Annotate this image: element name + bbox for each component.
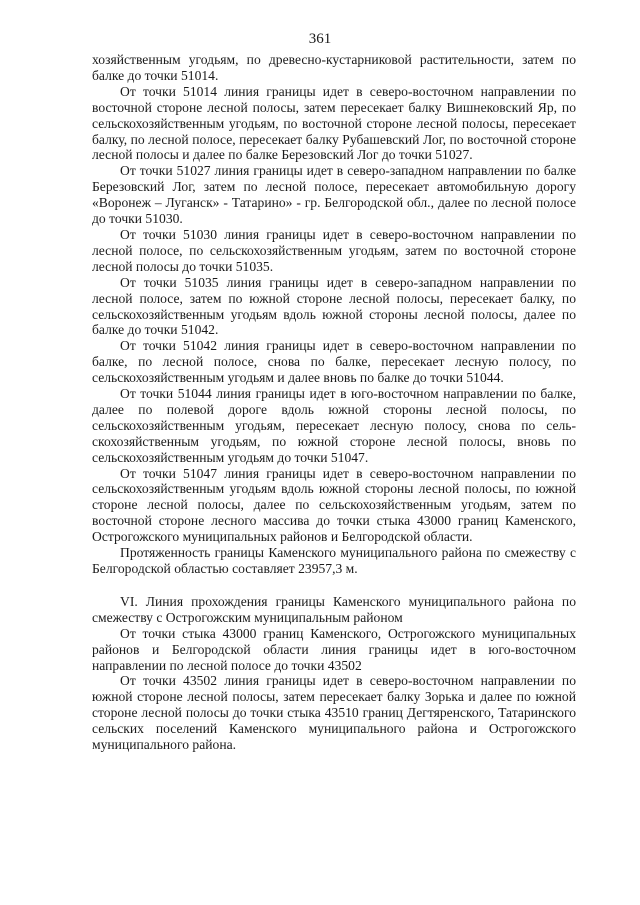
document-body [92,52,576,753]
section-heading: VI. Линия прохождения границы Каменского муниципального района по смежеству с Острогожским муниципальным районом [92,593,576,625]
page-number: 361 [308,31,332,47]
paragraph-boundary-length: Протяженность границы Каменского муниципального района по смежеству с Белгородской областью составляет 23957,3 м. [92,545,576,576]
section-paragraph-point-43502: От точки 43502 линия границы идет в северо-восточном направлении по южной стороне лесной полосы, затем пересекает балку Зорька и далее по южной стороне лесной полосы до точки стыка 43510 границ Дегтяренского, Татаринского сельских поселений Каменского муниципального района и Острогожского муниципального района. [92,673,576,753]
paragraph-point-51014: От точки 51014 линия границы идет в северо-восточном направлении по восточной стороне лесной полосы, затем пересекает балку Вишнековский Яр, по сельскохозяйственным угодьям, по восточной стороне лесной полосы, пересекает балку, по лесной полосе, пересекает балку Рубашевский Лог, по восточной стороне лесной полосы и далее по балке Березовский Лог до точки 51027. [92,83,576,163]
section-paragraph-point-43000: От точки стыка 43000 границ Каменского, Острогожского муниципальных районов и Белгородской области линия границы идет в юго-восточном направлении по лесной полосе до точки 43502 [92,625,576,673]
paragraph-point-51027: От точки 51027 линия границы идет в северо-западном направлении по балке Березовский Лог, затем по лесной полосе, пересекает автомобильную дорогу «Воронеж – Луганск» - Татарино» - гр. Белгородской обл., далее по лесной полосе до точки 51030. [92,163,576,227]
paragraph-point-51035: От точки 51035 линия границы идет в северо-западном направлении по лесной полосе, затем по южной стороне лесной полосы, пересекает балку, по сельскохозяйственным угодьям вдоль южной стороны лесной полосы, далее по балке до точки 51042. [92,274,576,338]
paragraph-continuation: хозяйственным угодьям, по древесно-кустарниковой растительности, затем по балке до точки 51014. [92,52,576,83]
paragraph-point-51042: От точки 51042 линия границы идет в северо-восточном направлении по балке, по лесной полосе, снова по балке, пересекает лесную полосу, по сельскохозяйственным угодьям и далее вновь по балке до точки 51044. [92,338,576,386]
paragraph-point-51047: От точки 51047 линия границы идет в северо-восточном направлении по сельскохозяйственным угодьям вдоль южной стороны лесной полосы, по южной стороне лесной полосы, далее по сельскохозяйственным угодьям, затем по восточной стороне лесного массива до точки стыка 43000 границ Каменского, Острогожского муниципальных районов и Белгородской области. [92,465,576,545]
paragraph-point-51030: От точки 51030 линия границы идет в северо-восточном направлении по лесной полосе, по сельскохозяйственным угодьям, затем по восточной стороне лесной полосы до точки 51035. [92,226,576,274]
paragraph-point-51044: От точки 51044 линия границы идет в юго-восточном направлении по балке, далее по полевой дороге вдоль южной стороны лесной полосы, по сельскохозяйственным угодьям, пересекает лесную полосу, снова по сельскохозяйственным угодьям, по южной стороне лесной полосы, вновь по сельскохозяйственным угодьям до точки 51047. [92,386,576,465]
